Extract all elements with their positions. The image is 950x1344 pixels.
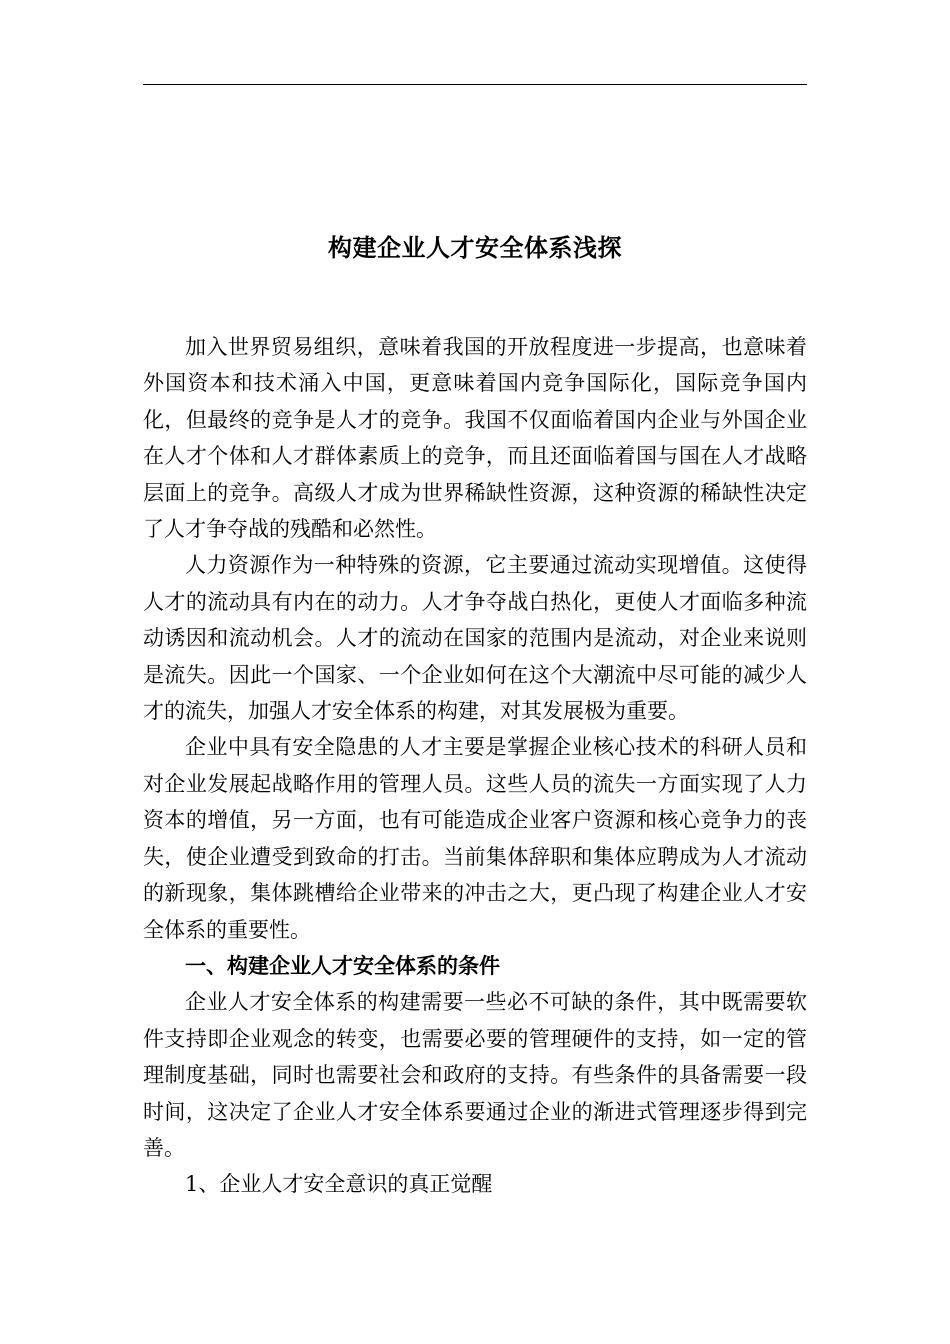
section-heading: 一、构建企业人才安全体系的条件 [185, 952, 500, 978]
header-rule [143, 84, 807, 85]
document-body [143, 329, 807, 1203]
paragraph-talent-flow: 人力资源作为一种特殊的资源，它主要通过流动实现增值。这使得人才的流动具有内在的动力。人才争夺战白热化，更使人才面临多种流动诱因和流动机会。人才的流动在国家的范围内是流动，对企业来说则是流失。因此一个国家、一个企业如何在这个大潮流中尽可能的减少人才的流失，加强人才安全体系的构建，对其发展极为重要。 [143, 553, 807, 724]
paragraph-security-risk: 企业中具有安全隐患的人才主要是掌握企业核心技术的科研人员和对企业发展起战略作用的管理人员。这些人员的流失一方面实现了人力资本的增值，另一方面，也有可能造成企业客户资源和核心竞争力的丧失，使企业遭受到致命的打击。当前集体辞职和集体应聘成为人才流动的新现象，集体跳槽给企业带来的冲击之大，更凸现了构建企业人才安全体系的重要性。 [143, 735, 807, 942]
document-title: 构建企业人才安全体系浅探 [328, 233, 622, 262]
paragraph-intro: 加入世界贸易组织，意味着我国的开放程度进一步提高，也意味着外国资本和技术涌入中国，更意味着国内竞争国际化，国际竞争国内化，但最终的竞争是人才的竞争。我国不仅面临着国内企业与外国企业在人才个体和人才群体素质上的竞争，而且还面临着国与国在人才战略层面上的竞争。高级人才成为世界稀缺性资源，这种资源的稀缺性决定了人才争夺战的残酷和必然性。 [143, 335, 807, 542]
subheading: 1、企业人才安全意识的真正觉醒 [185, 1172, 493, 1197]
paragraph-conditions: 企业人才安全体系的构建需要一些必不可缺的条件，其中既需要软件支持即企业观念的转变，也需要必要的管理硬件的支持，如一定的管理制度基础，同时也需要社会和政府的支持。有些条件的具备需要一段时间，这决定了企业人才安全体系要通过企业的渐进式管理逐步得到完善。 [143, 990, 807, 1160]
